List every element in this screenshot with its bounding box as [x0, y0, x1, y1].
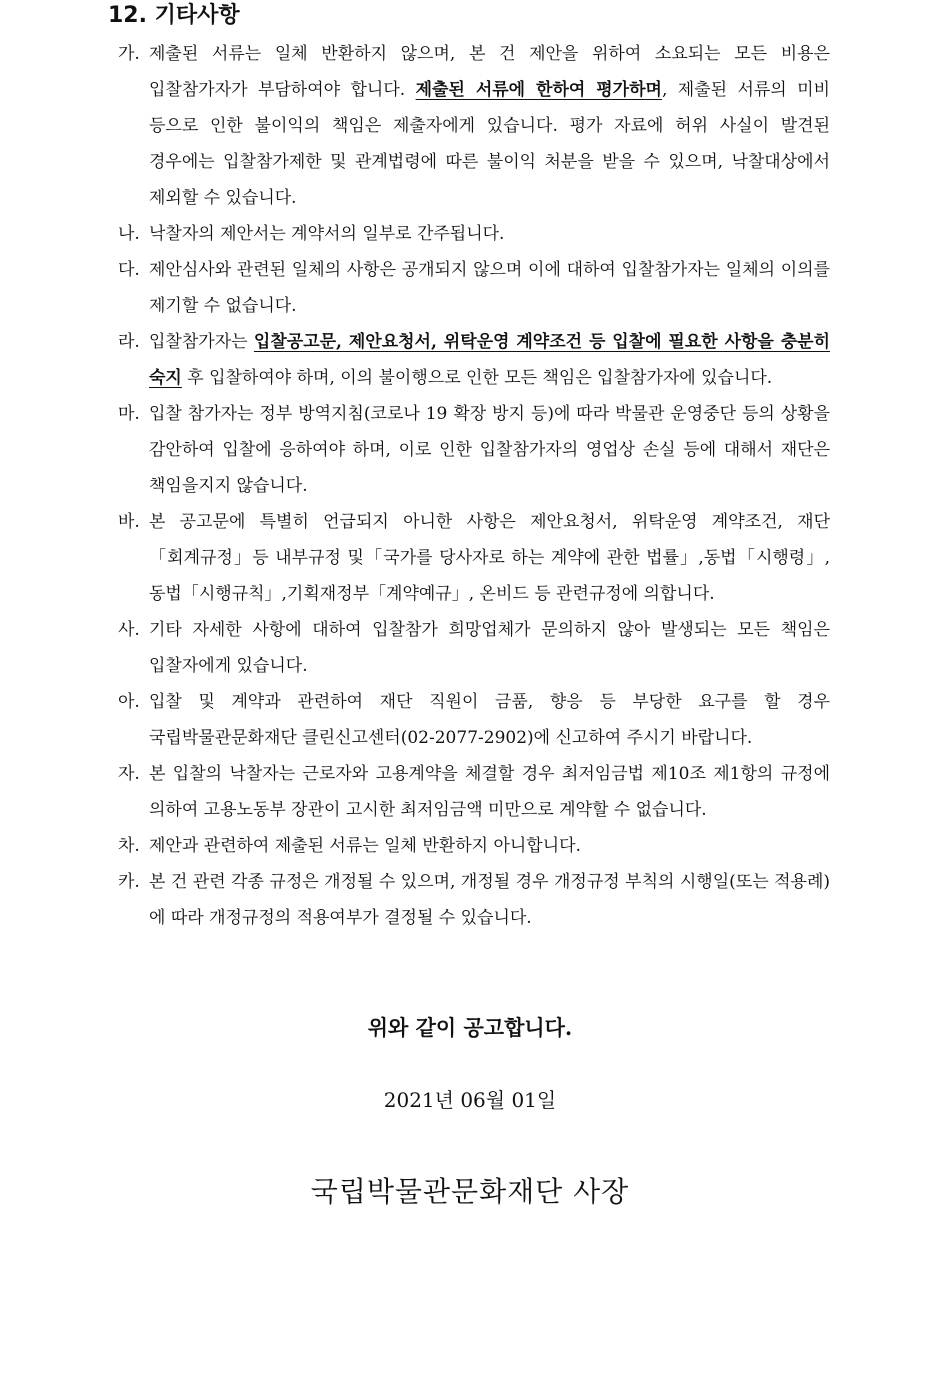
emphasized-text: 입찰공고문, 제안요청서, 위탁운영 계약조건 등 입찰에 필요한 사항을 충분히 숙지 — [149, 332, 831, 388]
item-text: 제출된 서류는 일체 반환하지 않으며, 본 건 제안을 위하여 소요되는 모든 비용은 입찰참가자가 부담하여야 합니다. — [149, 44, 830, 100]
item-marker: 나. — [118, 224, 140, 244]
announcement-date: 2021년 06월 01일 — [383, 1088, 557, 1112]
item-text: 입찰 및 계약과 관련하여 재단 직원이 금품, 향응 등 부당한 요구를 할 경우 국립박물관문화재단 클린신고센터(02-2077-2902)에 신고하여 주시기 바랍니다. — [149, 692, 830, 748]
item-text: 제안심사와 관련된 일체의 사항은 공개되지 않으며 이에 대하여 입찰참가자는 일체의 이의를 제기할 수 없습니다. — [149, 260, 830, 316]
item-marker: 바. — [118, 512, 140, 532]
section-title: 12. 기타사항 — [108, 3, 240, 28]
item-text: 낙찰자의 제안서는 계약서의 일부로 간주됩니다. — [149, 224, 505, 244]
item-text: 입찰 참가자는 정부 방역지침(코로나 19 확장 방지 등)에 따라 박물관 운영중단 등의 상황을 감안하여 입찰에 응하여야 하며, 이로 인한 입찰참가자의 영업상 손실 등에 대해서 재단은 책임을지지 않습니다. — [149, 404, 830, 496]
item-marker: 마. — [118, 404, 140, 424]
item-marker: 사. — [118, 620, 140, 640]
notice-items-list — [118, 36, 830, 936]
item-text: 입찰참가자는 — [149, 332, 254, 352]
notice-item — [118, 756, 830, 828]
item-marker: 카. — [118, 872, 140, 892]
item-text: 제안과 관련하여 제출된 서류는 일체 반환하지 아니합니다. — [149, 836, 581, 856]
notice-item — [118, 828, 830, 864]
notice-item — [118, 324, 830, 396]
item-text: 본 건 관련 각종 규정은 개정될 수 있으며, 개정될 경우 개정규정 부칙의 시행일(또는 적용례)에 따라 개정규정의 적용여부가 결정될 수 있습니다. — [149, 872, 830, 928]
item-marker: 아. — [118, 692, 140, 712]
item-marker: 다. — [118, 260, 140, 280]
item-marker: 가. — [118, 44, 140, 64]
item-text: 기타 자세한 사항에 대하여 입찰참가 희망업체가 문의하지 않아 발생되는 모든 책임은 입찰자에게 있습니다. — [149, 620, 830, 676]
notice-item — [118, 504, 830, 612]
notice-item — [118, 396, 830, 504]
emphasized-text: 제출된 서류에 한하여 평가하며 — [415, 80, 662, 100]
notice-item — [118, 252, 830, 324]
item-marker: 라. — [118, 332, 140, 352]
notice-item — [118, 684, 830, 756]
item-text: 후 입찰하여야 하며, 이의 불이행으로 인한 모든 책임은 입찰참가자에 있습니다. — [181, 368, 773, 388]
item-marker: 자. — [118, 764, 140, 784]
closing-statement: 위와 같이 공고합니다. — [367, 1015, 573, 1040]
notice-item — [118, 864, 830, 936]
notice-item — [118, 612, 830, 684]
item-marker: 차. — [118, 836, 140, 856]
item-text: 본 입찰의 낙찰자는 근로자와 고용계약을 체결할 경우 최저임금법 제10조 제1항의 규정에 의하여 고용노동부 장관이 고시한 최저임금액 미만으로 계약할 수 없습니다. — [149, 764, 830, 820]
notice-item — [118, 216, 830, 252]
item-text: 본 공고문에 특별히 언급되지 아니한 사항은 제안요청서, 위탁운영 계약조건, 재단 「회계규정」등 내부규정 및「국가를 당사자로 하는 계약에 관한 법률」,동법「시행령」,동법「시행규칙」,기획재정부「계약예규」, 온비드 등 관련규정에 의합니다. — [149, 512, 830, 604]
item-text: , 제출된 서류의 미비 등으로 인한 불이익의 책임은 제출자에게 있습니다. 평가 자료에 허위 사실이 발견된 경우에는 입찰참가제한 및 관계법령에 따른 불이익 처분을 받을 수 있으며, 낙찰대상에서 제외할 수 있습니다. — [149, 80, 831, 208]
signer-title: 국립박물관문화재단 사장 — [310, 1175, 630, 1208]
notice-item — [118, 36, 830, 216]
